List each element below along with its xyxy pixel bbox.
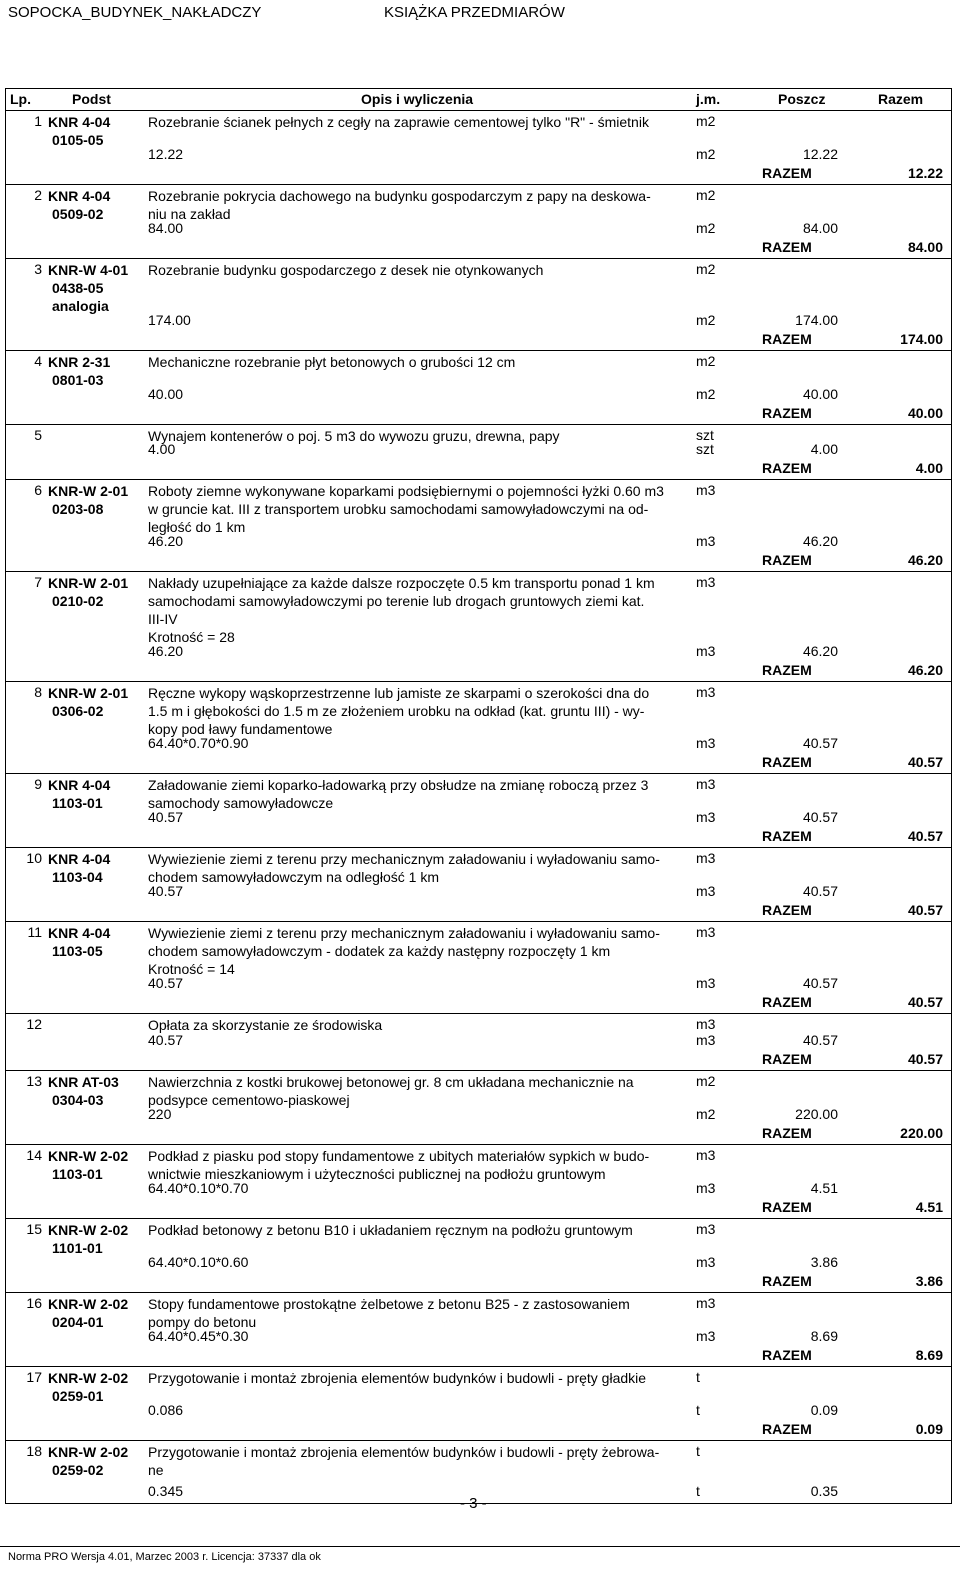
basis-line: 1103-05 <box>52 943 103 959</box>
razem-value: 84.00 <box>907 239 943 255</box>
item-unit: m2 <box>696 353 716 369</box>
item-unit: m3 <box>696 482 716 498</box>
table-row <box>6 1218 951 1292</box>
description-line: wnictwie mieszkaniowym i użyteczności publicznej na podłożu gruntowym <box>148 1166 606 1182</box>
quantity-expression: 0.086 <box>148 1402 184 1418</box>
quantity-expression: 40.57 <box>148 975 184 991</box>
description-line: 1.5 m i głębokości do 1.5 m ze złożeniem urobku na odkład (kat. gruntu III) - wy- <box>148 703 645 719</box>
quantity-unit: m3 <box>696 1180 716 1196</box>
quantity-value: 40.57 <box>802 809 838 825</box>
quantity-unit: m3 <box>696 643 716 659</box>
quantity-value: 40.57 <box>802 1032 838 1048</box>
basis-line: 0203-08 <box>52 501 104 517</box>
description-line: Roboty ziemne wykonywane koparkami podsiębiernymi o pojemności łyżki 0.60 m3 <box>148 483 664 499</box>
razem-label: RAZEM <box>762 165 812 181</box>
table-row <box>6 847 951 921</box>
description-line: Przygotowanie i montaż zbrojenia elementów budynków i budowli - pręty gładkie <box>148 1370 647 1386</box>
quantity-expression: 84.00 <box>148 220 184 236</box>
razem-label: RAZEM <box>762 1051 812 1067</box>
item-number: 12 <box>26 1016 42 1032</box>
item-number: 11 <box>27 924 42 940</box>
razem-label: RAZEM <box>762 754 812 770</box>
table-header <box>5 88 952 111</box>
przedmiar-table <box>5 88 952 1504</box>
table-row <box>6 681 951 773</box>
footer-divider <box>0 1546 960 1547</box>
item-unit: szt <box>696 427 714 443</box>
table-row <box>6 184 951 258</box>
description-line: niu na zakład <box>148 206 231 222</box>
quantity-expression: 46.20 <box>148 643 184 659</box>
quantity-value: 220.00 <box>795 1106 838 1122</box>
basis-line: 1103-01 <box>52 795 103 811</box>
item-basis <box>48 1443 140 1479</box>
basis-line: 0105-05 <box>52 132 104 148</box>
item-unit: m3 <box>696 574 716 590</box>
quantity-unit: m3 <box>696 1328 716 1344</box>
item-description <box>148 261 693 279</box>
item-number: 8 <box>34 684 42 700</box>
description-line: Krotność = 14 <box>148 961 235 977</box>
basis-line: analogia <box>52 298 109 314</box>
item-description <box>148 1147 693 1183</box>
quantity-expression: 64.40*0.45*0.30 <box>148 1328 249 1344</box>
item-number: 17 <box>26 1369 42 1385</box>
quantity-expression: 4.00 <box>148 441 176 457</box>
razem-value: 40.57 <box>907 902 943 918</box>
description-line: Wywiezienie ziemi z terenu przy mechanicznym załadowaniu i wyładowaniu samo- <box>148 851 660 867</box>
col-razem: Razem <box>878 91 924 107</box>
description-line: samochody samowyładowcze <box>148 795 334 811</box>
razem-value: 174.00 <box>900 331 943 347</box>
basis-line: 0801-03 <box>52 372 104 388</box>
basis-line: KNR AT-03 <box>48 1074 119 1090</box>
table-row <box>6 1292 951 1366</box>
razem-label: RAZEM <box>762 828 812 844</box>
table-row <box>6 773 951 847</box>
basis-line: 0259-02 <box>52 1462 104 1478</box>
description-line: Krotność = 28 <box>148 629 235 645</box>
quantity-unit: m3 <box>696 533 716 549</box>
table-row <box>6 1144 951 1218</box>
item-unit: m3 <box>696 850 716 866</box>
description-line: pompy do betonu <box>148 1314 257 1330</box>
col-poszcz: Poszcz <box>778 91 826 107</box>
table-row <box>6 1440 951 1503</box>
table-row <box>6 1013 951 1070</box>
basis-line: KNR-W 2-02 <box>48 1296 129 1312</box>
description-line: kopy pod ławy fundamentowe <box>148 721 333 737</box>
item-number: 7 <box>34 574 42 590</box>
razem-label: RAZEM <box>762 1273 812 1289</box>
basis-line: 0204-01 <box>52 1314 104 1330</box>
basis-line: KNR 4-04 <box>48 777 111 793</box>
table-row <box>6 424 951 479</box>
quantity-expression: 174.00 <box>148 312 191 328</box>
quantity-expression: 0.345 <box>148 1483 184 1499</box>
razem-label: RAZEM <box>762 662 812 678</box>
item-description <box>148 1295 693 1331</box>
quantity-value: 40.57 <box>802 735 838 751</box>
basis-line: 0509-02 <box>52 206 104 222</box>
quantity-unit: m3 <box>696 735 716 751</box>
quantity-value: 84.00 <box>802 220 838 236</box>
quantity-expression: 64.40*0.10*0.70 <box>148 1180 249 1196</box>
item-unit: m2 <box>696 113 716 129</box>
description-line: Nakłady uzupełniające za każde dalsze rozpoczęte 0.5 km transportu ponad 1 km <box>148 575 655 591</box>
quantity-unit: szt <box>696 441 714 457</box>
item-basis <box>48 1369 140 1405</box>
quantity-unit: m3 <box>696 1254 716 1270</box>
table-body <box>5 111 952 1504</box>
item-unit: m3 <box>696 776 716 792</box>
item-description <box>148 482 693 536</box>
item-description <box>148 924 693 978</box>
item-unit: t <box>696 1369 700 1385</box>
quantity-expression: 220 <box>148 1106 172 1122</box>
razem-value: 8.69 <box>915 1347 943 1363</box>
razem-value: 4.51 <box>915 1199 943 1215</box>
basis-line: KNR 4-04 <box>48 114 111 130</box>
razem-value: 40.57 <box>907 828 943 844</box>
item-unit: m2 <box>696 1073 716 1089</box>
item-unit: m3 <box>696 1016 716 1032</box>
razem-label: RAZEM <box>762 902 812 918</box>
quantity-value: 0.35 <box>810 1483 838 1499</box>
quantity-value: 40.57 <box>802 975 838 991</box>
table-row <box>6 1070 951 1144</box>
item-unit: m3 <box>696 1147 716 1163</box>
razem-value: 3.86 <box>915 1273 943 1289</box>
quantity-expression: 40.57 <box>148 883 184 899</box>
razem-label: RAZEM <box>762 1421 812 1437</box>
razem-value: 0.09 <box>915 1421 943 1437</box>
description-line: chodem samowyładowczym - dodatek za każdy następny rozpoczęty 1 km <box>148 943 611 959</box>
basis-line: KNR-W 2-02 <box>48 1148 129 1164</box>
item-number: 10 <box>26 850 42 866</box>
item-unit: m3 <box>696 684 716 700</box>
basis-line: KNR-W 4-01 <box>48 262 129 278</box>
basis-line: 0438-05 <box>52 280 104 296</box>
razem-label: RAZEM <box>762 239 812 255</box>
item-number: 2 <box>34 187 42 203</box>
item-number: 1 <box>34 113 42 129</box>
razem-value: 40.00 <box>907 405 943 421</box>
item-number: 16 <box>26 1295 42 1311</box>
item-number: 5 <box>34 427 42 443</box>
razem-label: RAZEM <box>762 460 812 476</box>
item-description <box>148 850 693 886</box>
razem-label: RAZEM <box>762 994 812 1010</box>
razem-label: RAZEM <box>762 1125 812 1141</box>
quantity-value: 40.57 <box>802 883 838 899</box>
page-header <box>8 4 952 24</box>
quantity-value: 4.51 <box>810 1180 838 1196</box>
quantity-unit: m2 <box>696 312 716 328</box>
description-line: Przygotowanie i montaż zbrojenia elementów budynków i budowli - pręty żebrowa- <box>148 1444 660 1460</box>
item-basis <box>48 113 140 149</box>
description-line: Opłata za skorzystanie ze środowiska <box>148 1017 383 1033</box>
item-basis <box>48 776 140 812</box>
item-description <box>148 1073 693 1109</box>
quantity-unit: m2 <box>696 386 716 402</box>
razem-label: RAZEM <box>762 405 812 421</box>
quantity-unit: m3 <box>696 809 716 825</box>
quantity-value: 0.09 <box>810 1402 838 1418</box>
item-number: 4 <box>34 353 42 369</box>
item-unit: m3 <box>696 924 716 940</box>
table-row <box>6 258 951 350</box>
item-basis <box>48 1073 140 1109</box>
description-line: Rozebranie budynku gospodarczego z desek nie otynkowanych <box>148 262 544 278</box>
item-number: 9 <box>34 776 42 792</box>
item-number: 14 <box>26 1147 42 1163</box>
razem-value: 4.00 <box>915 460 943 476</box>
quantity-unit: m2 <box>696 1106 716 1122</box>
basis-line: KNR-W 2-01 <box>48 575 129 591</box>
razem-label: RAZEM <box>762 331 812 347</box>
basis-line: 0210-02 <box>52 593 104 609</box>
item-number: 15 <box>26 1221 42 1237</box>
description-line: ległość do 1 km <box>148 519 246 535</box>
item-number: 13 <box>26 1073 42 1089</box>
basis-line: 0259-01 <box>52 1388 104 1404</box>
quantity-unit: m3 <box>696 883 716 899</box>
razem-label: RAZEM <box>762 552 812 568</box>
item-description <box>148 1369 693 1387</box>
item-number: 3 <box>34 261 42 277</box>
basis-line: KNR 4-04 <box>48 925 111 941</box>
description-line: III-IV <box>148 611 178 627</box>
description-line: w gruncie kat. III z transportem urobku samochodami samowyładowczymi na od- <box>148 501 649 517</box>
col-lp: Lp. <box>10 91 31 107</box>
basis-line: 1101-01 <box>52 1240 103 1256</box>
razem-label: RAZEM <box>762 1347 812 1363</box>
item-unit: t <box>696 1443 700 1459</box>
table-row <box>6 479 951 571</box>
table-row <box>6 1366 951 1440</box>
quantity-expression: 64.40*0.70*0.90 <box>148 735 249 751</box>
basis-line: KNR 2-31 <box>48 354 111 370</box>
item-unit: m2 <box>696 187 716 203</box>
company-name: SOPOCKA_BUDYNEK_NAKŁADCZY <box>8 4 262 21</box>
item-number: 18 <box>26 1443 42 1459</box>
item-description <box>148 187 693 223</box>
item-description <box>148 1443 693 1479</box>
item-description <box>148 574 693 646</box>
description-line: ne <box>148 1462 164 1478</box>
item-description <box>148 427 693 445</box>
razem-label: RAZEM <box>762 1199 812 1215</box>
item-basis <box>48 574 140 610</box>
page-number: - 3 - <box>460 1495 487 1512</box>
razem-value: 40.57 <box>907 754 943 770</box>
item-description <box>148 1016 693 1034</box>
quantity-unit: t <box>696 1483 700 1499</box>
item-unit: m3 <box>696 1221 716 1237</box>
quantity-value: 4.00 <box>810 441 838 457</box>
document-title: KSIĄŻKA PRZEDMIARÓW <box>384 4 565 21</box>
col-podst: Podst <box>72 91 111 107</box>
item-basis <box>48 261 140 315</box>
item-basis <box>48 1221 140 1257</box>
basis-line: 1103-04 <box>52 869 103 885</box>
quantity-value: 12.22 <box>802 146 838 162</box>
item-description <box>148 113 693 131</box>
basis-line: 0304-03 <box>52 1092 104 1108</box>
description-line: Wynajem kontenerów o poj. 5 m3 do wywozu gruzu, drewna, papy <box>148 428 560 444</box>
footer-note: Norma PRO Wersja 4.01, Marzec 2003 r. Licencja: 37337 dla ok <box>8 1551 321 1563</box>
quantity-expression: 40.57 <box>148 1032 184 1048</box>
description-line: podsypce cementowo-piaskowej <box>148 1092 350 1108</box>
quantity-unit: m3 <box>696 975 716 991</box>
basis-line: KNR-W 2-02 <box>48 1222 129 1238</box>
item-number: 6 <box>34 482 42 498</box>
item-description <box>148 1221 693 1239</box>
table-row <box>6 350 951 424</box>
item-basis <box>48 924 140 960</box>
description-line: Stopy fundamentowe prostokątne żelbetowe z betonu B25 - z zastosowaniem <box>148 1296 630 1312</box>
item-description <box>148 776 693 812</box>
description-line: Rozebranie ścianek pełnych z cegły na zaprawie cementowej tylko "R" - śmietnik <box>148 114 649 130</box>
item-basis <box>48 1295 140 1331</box>
description-line: Podkład z piasku pod stopy fundamentowe z ubitych materiałów sypkich w budo- <box>148 1148 650 1164</box>
quantity-expression: 46.20 <box>148 533 184 549</box>
description-line: Wywiezienie ziemi z terenu przy mechanicznym załadowaniu i wyładowaniu samo- <box>148 925 660 941</box>
basis-line: KNR-W 2-02 <box>48 1370 129 1386</box>
basis-line: KNR 4-04 <box>48 188 111 204</box>
razem-value: 220.00 <box>900 1125 943 1141</box>
item-basis <box>48 850 140 886</box>
basis-line: KNR-W 2-02 <box>48 1444 129 1460</box>
quantity-unit: m2 <box>696 146 716 162</box>
item-basis <box>48 353 140 389</box>
col-jm: j.m. <box>696 91 721 107</box>
table-row <box>6 571 951 681</box>
razem-value: 12.22 <box>907 165 943 181</box>
quantity-value: 174.00 <box>795 312 838 328</box>
razem-value: 40.57 <box>907 994 943 1010</box>
item-unit: m3 <box>696 1295 716 1311</box>
quantity-expression: 12.22 <box>148 146 184 162</box>
description-line: Załadowanie ziemi koparko-ładowarką przy obsłudze na zmianę roboczą przez 3 <box>148 777 649 793</box>
quantity-value: 8.69 <box>810 1328 838 1344</box>
quantity-expression: 40.00 <box>148 386 184 402</box>
basis-line: KNR 4-04 <box>48 851 111 867</box>
item-basis <box>48 1147 140 1183</box>
description-line: chodem samowyładowczym na odległość 1 km <box>148 869 440 885</box>
quantity-value: 40.00 <box>802 386 838 402</box>
item-basis <box>48 482 140 518</box>
description-line: Podkład betonowy z betonu B10 i układaniem ręcznym na podłożu gruntowym <box>148 1222 633 1238</box>
item-basis <box>48 187 140 223</box>
item-basis <box>48 684 140 720</box>
description-line: Nawierzchnia z kostki brukowej betonowej gr. 8 cm układana mechanicznie na <box>148 1074 634 1090</box>
table-row <box>6 111 951 184</box>
razem-value: 46.20 <box>907 552 943 568</box>
basis-line: KNR-W 2-01 <box>48 483 129 499</box>
basis-line: 0306-02 <box>52 703 104 719</box>
quantity-value: 3.86 <box>810 1254 838 1270</box>
description-line: samochodami samowyładowczymi po terenie lub drogach gruntowych ziemi kat. <box>148 593 645 609</box>
quantity-unit: m2 <box>696 220 716 236</box>
item-description <box>148 684 693 738</box>
quantity-value: 46.20 <box>802 533 838 549</box>
item-unit: m2 <box>696 261 716 277</box>
description-line: Mechaniczne rozebranie płyt betonowych o grubości 12 cm <box>148 354 516 370</box>
quantity-expression: 40.57 <box>148 809 184 825</box>
description-line: Ręczne wykopy wąskoprzestrzenne lub jamiste ze skarpami o szerokości dna do <box>148 685 650 701</box>
quantity-expression: 64.40*0.10*0.60 <box>148 1254 249 1270</box>
quantity-unit: t <box>696 1402 700 1418</box>
basis-line: 1103-01 <box>52 1166 103 1182</box>
quantity-unit: m3 <box>696 1032 716 1048</box>
razem-value: 40.57 <box>907 1051 943 1067</box>
table-row <box>6 921 951 1013</box>
basis-line: KNR-W 2-01 <box>48 685 129 701</box>
razem-value: 46.20 <box>907 662 943 678</box>
col-opis: Opis i wyliczenia <box>361 91 474 107</box>
description-line: Rozebranie pokrycia dachowego na budynku gospodarczym z papy na deskowa- <box>148 188 651 204</box>
quantity-value: 46.20 <box>802 643 838 659</box>
item-description <box>148 353 693 371</box>
